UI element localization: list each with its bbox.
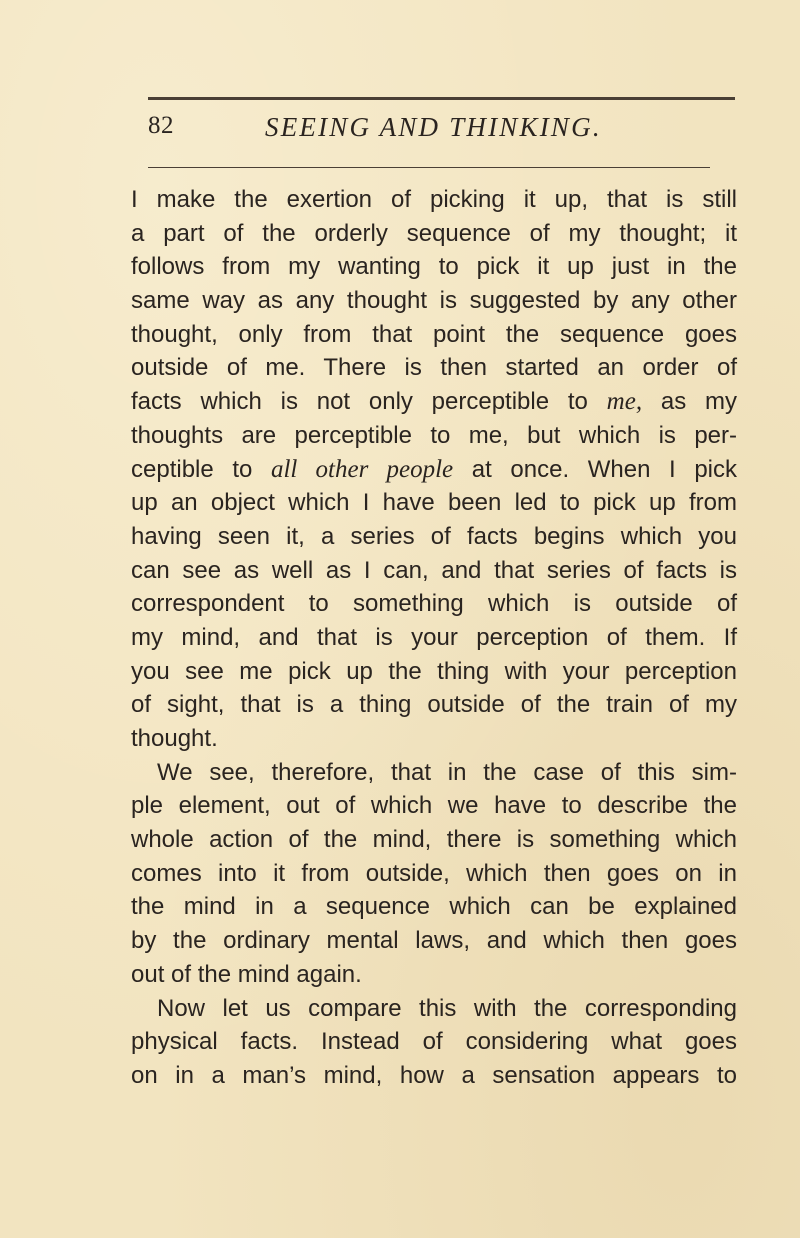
text-line: you see me pick up the thing with your perception bbox=[131, 657, 737, 685]
text-line: same way as any thought is suggested by any other bbox=[131, 287, 737, 315]
text-segment: at once. When I pick bbox=[453, 455, 738, 483]
text-line: the mind in a sequence which can be explained bbox=[131, 893, 737, 921]
text-line: correspondent to something which is outside of bbox=[131, 590, 737, 618]
text-line: of sight, that is a thing outside of the train of my bbox=[131, 691, 737, 719]
text-line: by the ordinary mental laws, and which then goes bbox=[131, 927, 737, 955]
text-line: whole action of the mind, there is something which bbox=[131, 826, 737, 854]
text-line: physical facts. Instead of considering what goes bbox=[131, 1028, 737, 1056]
header-bottom-rule bbox=[148, 167, 710, 168]
paragraph-start-line: Now let us compare this with the corresponding bbox=[157, 994, 737, 1022]
text-segment: ceptible to bbox=[131, 455, 271, 483]
text-line: follows from my wanting to pick it up just in the bbox=[131, 253, 737, 281]
text-segment: facts which is not only perceptible to bbox=[131, 388, 607, 416]
text-line: up an object which I have been led to pick up from bbox=[131, 489, 737, 517]
text-line bbox=[131, 385, 737, 419]
body-text bbox=[131, 183, 737, 1093]
text-line: my mind, and that is your perception of them. If bbox=[131, 623, 737, 651]
italic-emphasis: all other people bbox=[270, 455, 454, 483]
text-line: I make the exertion of picking it up, that is still bbox=[131, 186, 737, 213]
running-title: SEEING AND THINKING. bbox=[265, 112, 602, 142]
page-number: 82 bbox=[148, 112, 174, 139]
text-segment: as my bbox=[642, 388, 737, 416]
text-line: thoughts are perceptible to me, but which is per- bbox=[131, 421, 737, 449]
text-line: comes into it from outside, which then goes on in bbox=[131, 859, 737, 887]
text-line: having seen it, a series of facts begins which you bbox=[131, 522, 737, 550]
text-line: a part of the orderly sequence of my thought; it bbox=[131, 219, 737, 247]
text-line: thought, only from that point the sequence goes bbox=[131, 320, 737, 348]
paragraph-end-line: out of the mind again. bbox=[131, 960, 362, 988]
paragraph-start-line: We see, therefore, that in the case of this sim- bbox=[157, 758, 737, 786]
text-line: ple element, out of which we have to describe the bbox=[131, 792, 737, 820]
italic-emphasis: me, bbox=[606, 388, 643, 416]
header-top-rule bbox=[148, 97, 735, 100]
text-line: can see as well as I can, and that series of facts is bbox=[131, 556, 737, 584]
page-header bbox=[148, 112, 735, 152]
text-line: on in a man’s mind, how a sensation appears to bbox=[131, 1061, 737, 1089]
text-line bbox=[131, 453, 737, 487]
text-line: outside of me. There is then started an order of bbox=[131, 354, 737, 382]
paragraph-end-line: thought. bbox=[131, 725, 218, 752]
